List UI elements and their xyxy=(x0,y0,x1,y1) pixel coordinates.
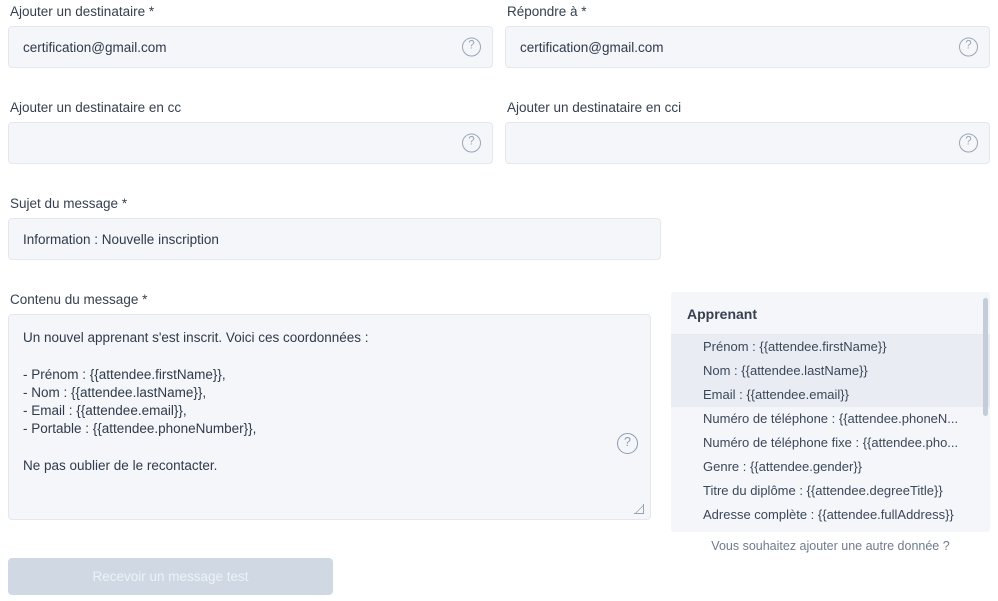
reply-to-input[interactable] xyxy=(506,27,989,67)
variables-scrollbar[interactable] xyxy=(983,298,988,510)
bcc-input[interactable] xyxy=(506,123,989,163)
message-textarea-wrap[interactable] xyxy=(8,314,651,520)
question-mark-icon[interactable]: ? xyxy=(462,134,481,153)
list-item[interactable]: Titre du diplôme : {{attendee.degreeTitle}} xyxy=(703,483,943,498)
cc-label: Ajouter un destinataire en cc xyxy=(10,100,182,115)
reply-to-label: Répondre à * xyxy=(507,4,587,19)
send-test-message-button[interactable]: Recevoir un message test xyxy=(8,558,333,595)
subject-input[interactable] xyxy=(9,219,660,259)
add-another-variable-link[interactable]: Vous souhaitez ajouter une autre donnée ? xyxy=(711,539,950,553)
list-item[interactable]: Numéro de téléphone : {{attendee.phoneN... xyxy=(703,411,959,426)
question-mark-icon[interactable]: ? xyxy=(959,134,978,153)
subject-field-group xyxy=(8,196,661,260)
reply-to-input-wrap[interactable] xyxy=(505,26,990,68)
list-item[interactable]: Genre : {{attendee.gender}} xyxy=(703,459,863,474)
subject-label: Sujet du message * xyxy=(10,196,128,211)
cc-input-wrap[interactable] xyxy=(8,122,493,164)
list-item[interactable]: Prénom : {{attendee.firstName}} xyxy=(671,335,990,359)
question-mark-icon[interactable]: ? xyxy=(959,38,978,57)
message-label: Contenu du message * xyxy=(10,292,148,307)
bcc-field-group xyxy=(505,100,990,164)
list-item[interactable]: Adresse complète : {{attendee.fullAddress}} xyxy=(703,507,954,522)
message-textarea[interactable] xyxy=(9,315,650,519)
subject-input-wrap[interactable] xyxy=(8,218,661,260)
bcc-input-wrap[interactable] xyxy=(505,122,990,164)
recipient-row xyxy=(8,4,990,68)
recipient-input[interactable] xyxy=(9,27,492,67)
list-item[interactable]: Email : {{attendee.email}} xyxy=(671,383,990,407)
recipient-label: Ajouter un destinataire * xyxy=(10,4,155,19)
scrollbar-thumb[interactable] xyxy=(983,298,988,416)
variables-list[interactable] xyxy=(671,335,990,531)
recipient-input-wrap[interactable] xyxy=(8,26,493,68)
cc-input[interactable] xyxy=(9,123,492,163)
question-mark-icon[interactable]: ? xyxy=(617,433,638,454)
variables-panel xyxy=(671,292,990,532)
bcc-label: Ajouter un destinataire en cci xyxy=(507,100,682,115)
recipient-field-group xyxy=(8,4,493,68)
cc-bcc-row xyxy=(8,100,990,164)
cc-field-group xyxy=(8,100,493,164)
message-field-group xyxy=(8,292,651,520)
list-item[interactable]: Numéro de téléphone fixe : {{attendee.pho... xyxy=(703,435,959,450)
question-mark-icon[interactable]: ? xyxy=(462,38,481,57)
variables-panel-title: Apprenant xyxy=(671,292,990,335)
reply-to-field-group xyxy=(505,4,990,68)
list-item[interactable]: Nom : {{attendee.lastName}} xyxy=(671,359,990,383)
